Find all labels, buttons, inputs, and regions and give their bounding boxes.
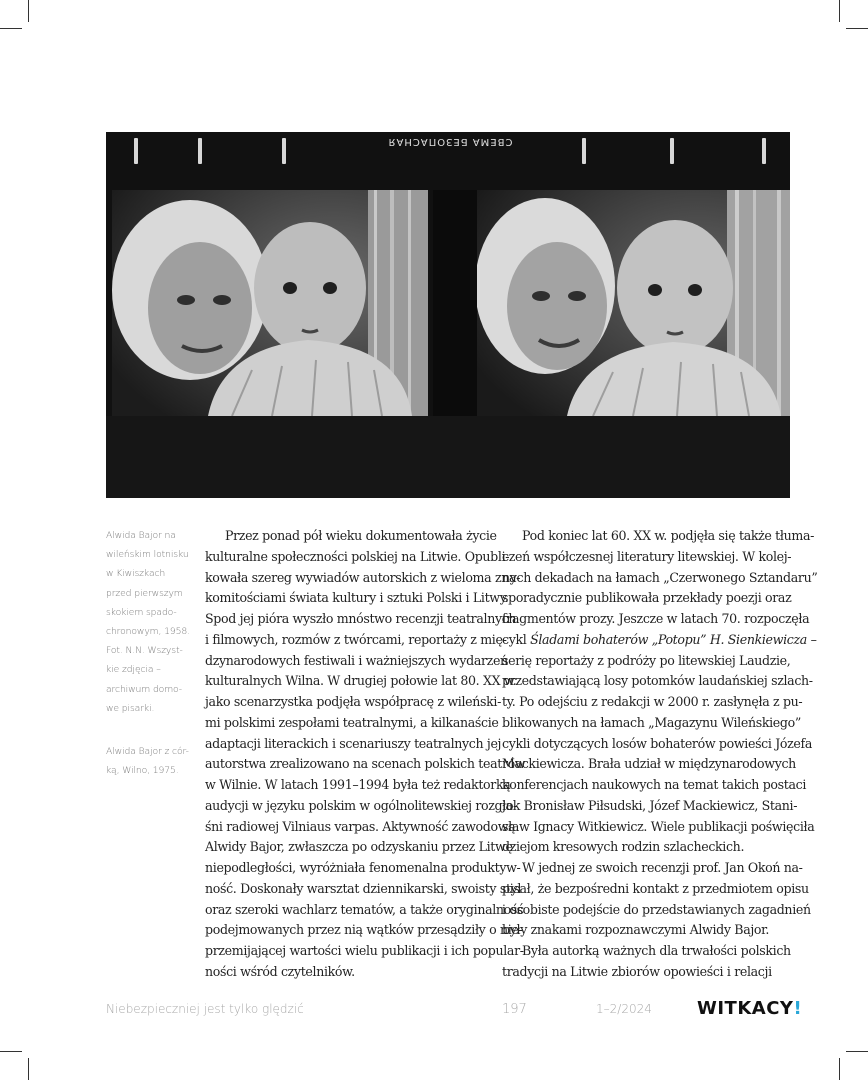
caption-line: chronowym, 1958.: [106, 626, 190, 638]
issue-number: 1–2/2024: [596, 1002, 652, 1016]
caption-line: we pisarki.: [106, 702, 155, 714]
text-line: blikowanych na łamach „Magazynu Wileńskiego”: [502, 714, 801, 730]
text-line: dzynarodowych festiwali i ważniejszych wydarzeń: [205, 652, 508, 668]
crop-mark: [0, 1051, 22, 1052]
text-line: cykli dotyczących losów bohaterów powieści Józefa: [502, 735, 812, 751]
crop-mark: [839, 0, 840, 22]
text-line: oraz szeroki wachlarz tematów, a także oryginalność: [205, 901, 524, 917]
crop-mark: [0, 28, 22, 29]
caption-line: kie zdjęcia –: [106, 664, 161, 676]
caption-line: Fot. N.N. Wszyst-: [106, 645, 183, 657]
film-frame-gap: [433, 190, 477, 416]
text-line: kulturalne społeczności polskiej na Litwie. Opubli-: [205, 548, 510, 564]
text-line: tradycji na Litwie zbiorów opowieści i relacji: [502, 963, 772, 979]
caption-line: skokiem spado-: [106, 606, 177, 618]
text-line: sporadycznie publikowała przekłady poezji oraz: [502, 590, 792, 606]
text-line: niepodległości, wyróżniała fenomenalna produktyw-: [205, 860, 521, 875]
text-line: czeń współczesnej literatury litewskiej. W kolej-: [502, 548, 792, 564]
text-line: Mackiewicza. Brała udział w międzynarodowych: [502, 756, 796, 772]
text-line: Przez ponad pół wieku dokumentowała życie: [225, 528, 497, 543]
text-line: przedstawiającą losy potomków laudańskiej szlach-: [502, 673, 813, 689]
text-line: i filmowych, rozmów z twórcami, reportaży z mię-: [205, 631, 507, 647]
text-column-right: [502, 526, 818, 983]
text-line: Pod koniec lat 60. XX w. podjęła się także tłuma-: [522, 528, 815, 543]
text-segment: cykl: [502, 631, 531, 647]
text-line: mi polskimi zespołami teatralnymi, a kilkanaście: [205, 714, 499, 730]
photo-frame-right: [477, 190, 790, 416]
text-line: Spod jej pióra wyszło mnóstwo recenzji teatralnych: [205, 611, 517, 626]
photo-frame-left: [112, 190, 428, 416]
caption-line: Alwida Bajor z cór-: [106, 746, 189, 757]
caption-line: ką, Wilno, 1975.: [106, 765, 179, 777]
text-line: komitościami świata kultury i sztuki Polski i Litwy.: [205, 590, 509, 606]
text-line: konferencjach naukowych na temat takich postaci: [502, 777, 807, 792]
running-title: Niebezpieczniej jest tylko ględzić: [106, 1002, 304, 1016]
text-line: i osobiste podejście do przedstawianych zagadnień: [502, 901, 811, 917]
text-line: autorstwa zrealizowano na scenach polskich teatrów: [205, 756, 526, 772]
text-line: adaptacji literackich i scenariuszy teatralnych jej: [205, 735, 502, 751]
text-line: W jednej ze swoich recenzji prof. Jan Okoń na-: [522, 860, 803, 875]
text-line: ność. Doskonały warsztat dziennikarski, swoisty styl: [205, 880, 522, 896]
crop-mark: [28, 1058, 29, 1080]
crop-mark: [846, 1051, 868, 1052]
text-segment: –: [806, 631, 817, 647]
photo-caption-daughter: [106, 742, 190, 780]
text-line: dziejom kresowych rodzin szlacheckich.: [502, 839, 745, 855]
text-line: serię reportaży z podróży po litewskiej Laudzie,: [502, 652, 791, 668]
text-line: były znakami rozpoznawczymi Alwidy Bajor.: [502, 922, 770, 938]
text-line: śni radiowej Vilniaus varpas. Aktywność zawodową: [205, 818, 516, 834]
film-bottom-margin: [106, 416, 790, 498]
film-code-text: СВЕМА БЕЗОПАСНАЯ: [387, 136, 513, 147]
text-line: audycji w języku polskim w ogólnolitewskiej rozgło-: [205, 797, 518, 813]
text-line: jako scenarzystka podjęła współpracę z wileński-: [205, 694, 501, 709]
caption-line: przed pierwszym: [106, 587, 183, 599]
text-line: fragmentów prozy. Jeszcze w latach 70. rozpoczęła: [502, 611, 810, 626]
caption-line: archiwum domo-: [106, 683, 182, 695]
text-line: Alwidy Bajor, zwłaszcza po odzyskaniu przez Litwę: [205, 839, 513, 855]
text-line: przemijającej wartości wielu publikacji i ich popular-: [205, 943, 524, 958]
film-strip-photo: [106, 132, 790, 498]
text-line: kowała szereg wywiadów autorskich z wieloma zna-: [205, 569, 521, 585]
witkacy-logo: [697, 998, 802, 1019]
text-line: pisał, że bezpośredni kontakt z przedmiotem opisu: [502, 880, 809, 896]
caption-line: w Kiwiszkach: [106, 568, 166, 580]
text-line: ności wśród czytelników.: [205, 963, 355, 979]
photo-caption-airport: [106, 526, 190, 718]
caption-line: wileńskim lotnisku: [106, 549, 189, 561]
italic-title: Śladami bohaterów „Potopu” H. Sienkiewicza: [530, 631, 807, 647]
logo-text: WITKACY: [697, 998, 794, 1019]
text-line: podejmowanych przez nią wątków przesądziły o nie-: [205, 922, 523, 938]
text-line: Była autorką ważnych dla trwałości polskich: [522, 943, 791, 958]
caption-line: Alwida Bajor na: [106, 530, 176, 541]
page-number: 197: [502, 1002, 527, 1017]
text-line: w Wilnie. W latach 1991–1994 była też redaktorką: [205, 777, 511, 792]
logo-mark: !: [793, 998, 803, 1019]
text-line: jak Bronisław Piłsudski, Józef Mackiewicz, Stani-: [502, 797, 798, 813]
text-line: sław Ignacy Witkiewicz. Wiele publikacji poświęciła: [502, 818, 815, 834]
text-line: [502, 630, 817, 651]
text-line: kulturalnych Wilna. W drugiej połowie lat 80. XX w.: [205, 673, 517, 689]
crop-mark: [846, 28, 868, 29]
crop-mark: [28, 0, 29, 22]
crop-mark: [839, 1058, 840, 1080]
text-line: nych dekadach na łamach „Czerwonego Sztandaru”: [502, 569, 818, 585]
text-line: ty. Po odejściu z redakcji w 2000 r. zasłynęła z pu-: [502, 694, 803, 709]
